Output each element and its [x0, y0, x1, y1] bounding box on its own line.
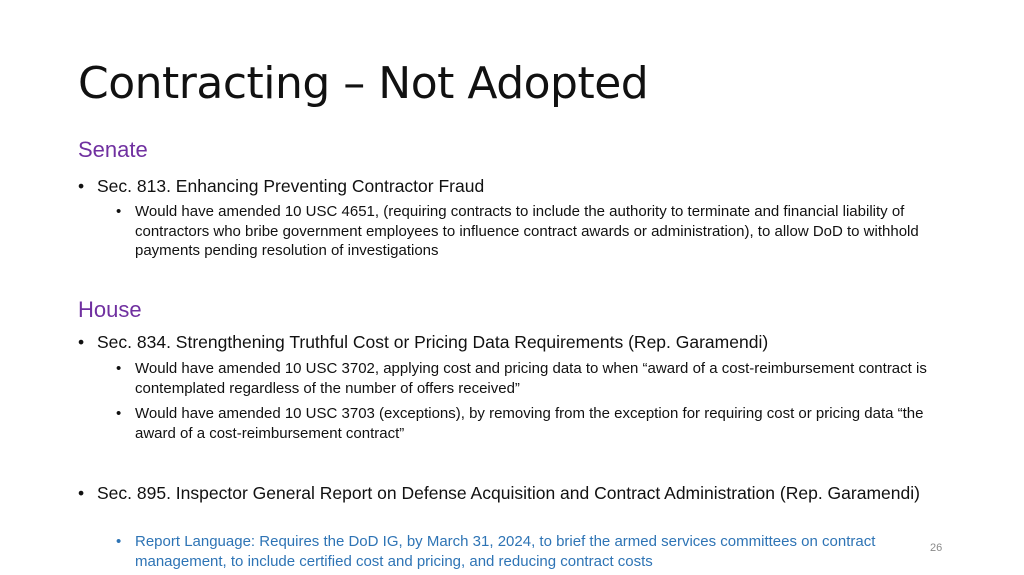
bullet-icon: • — [116, 405, 122, 422]
slide-title: Contracting – Not Adopted — [78, 58, 649, 109]
bullet-icon: • — [116, 360, 122, 377]
list-item — [78, 482, 958, 504]
bullet-icon: • — [78, 176, 85, 196]
bullet-icon: • — [78, 483, 85, 503]
sub-list-item-text: Would have amended 10 USC 3702, applying cost and pricing data to when “award of a cost-reimbursement contract is contemplated regardless of the number of offers received” — [135, 360, 927, 397]
list-item-text: Sec. 813. Enhancing Preventing Contractor Fraud — [97, 176, 485, 196]
report-language-item — [116, 532, 946, 571]
list-item — [78, 331, 958, 353]
sub-list-item — [116, 359, 946, 398]
sub-list-item-text: Would have amended 10 USC 3703 (exceptions), by removing from the exception for requiring cost or pricing data “the award of a cost-reimbursement contract” — [135, 405, 924, 442]
bullet-icon: • — [116, 203, 122, 220]
bullet-icon: • — [78, 332, 85, 352]
list-item-text: Sec. 834. Strengthening Truthful Cost or Pricing Data Requirements (Rep. Garamendi) — [97, 332, 769, 352]
sub-list-item — [116, 404, 946, 443]
section-heading-senate: Senate — [78, 137, 148, 162]
bullet-icon: • — [116, 533, 122, 550]
section-heading-house: House — [78, 297, 142, 322]
list-item-text: Sec. 895. Inspector General Report on Defense Acquisition and Contract Administration (Rep. Garamendi) — [97, 483, 920, 503]
sub-list-item-text: Would have amended 10 USC 4651, (requiring contracts to include the authority to terminate and financial liability of contractors who bribe government employees to influence contract awards or administration), to allow DoD to withhold payments pending resolution of investigations — [135, 203, 919, 259]
sub-list-item — [116, 202, 946, 261]
page-number: 26 — [930, 542, 943, 554]
list-item — [78, 175, 958, 197]
report-language-text: Report Language: Requires the DoD IG, by March 31, 2024, to brief the armed services committees on contract management, to include certified cost and pricing, and reducing contract costs — [135, 533, 876, 570]
